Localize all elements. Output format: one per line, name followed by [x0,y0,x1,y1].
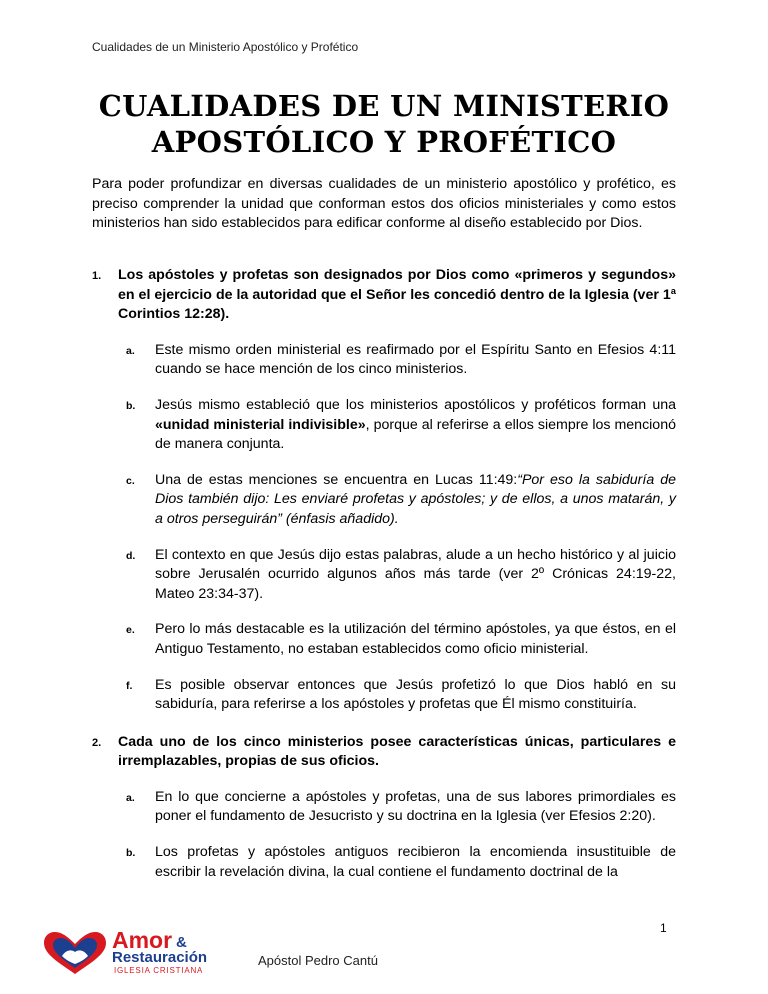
item-number: 2. [92,736,102,749]
sub-item-1c [126,471,676,530]
sub-text: El contexto en que Jesús dijo estas palabras, alude a un hecho histórico y al juicio sobre Jerusalén ocurrido algunos años más tarde (ver 2º Crónicas 24:19-22, Mateo 23:34-37). [155,546,676,602]
page-title [80,88,688,160]
sub-letter: e. [126,624,135,637]
sub-text-bold: «unidad ministerial indivisible» [155,416,366,433]
sub-text: Jesús mismo estableció que los ministerios apostólicos y proféticos forman una [155,396,676,413]
sub-text: Es posible observar entonces que Jesús profetizó lo que Dios habló en su sabiduría, para referirse a los apóstoles y profetas que Él mismo constituiría. [155,676,676,713]
sub-item-1e [126,620,676,659]
footer-author: Apóstol Pedro Cantú [258,953,378,968]
title-line-2: APOSTÓLICO Y PROFÉTICO [151,125,617,159]
sub-text: Este mismo orden ministerial es reafirmado por el Espíritu Santo en Efesios 4:11 cuando se hace mención de los cinco ministerios. [155,341,676,378]
sub-letter: b. [126,847,136,860]
intro-paragraph: Para poder profundizar en diversas cualidades de un ministerio apostólico y profético, es preciso comprender la unidad que conforman estos dos oficios ministeriales y como estos ministerios han sido establecidos para edificar conforme al diseño establecido por Dios. [92,176,676,232]
bible-quote: “Por eso la sabiduría de Dios también dijo: Les enviaré profetas y apóstoles; y de ellos, a unos matarán, y a otros perseguirán” (énfasis añadido). [155,471,676,527]
sub-letter: f. [126,679,133,692]
sub-letter: a. [126,791,135,804]
sub-item-1a [126,341,676,380]
main-list [92,266,676,882]
church-logo [40,928,240,978]
sub-item-1b [126,396,676,455]
sub-letter: d. [126,549,136,562]
list-item-1 [92,266,676,715]
list-item-2 [92,733,676,883]
sub-item-2b [126,843,676,882]
sub-text: Una de estas menciones se encuentra en Lucas 11:49: [155,471,518,488]
sub-letter: b. [126,399,136,412]
sub-text: Pero lo más destacable es la utilización del término apóstoles, ya que éstos, en el Antiguo Testamento, no estaban establecidos como oficio ministerial. [155,621,676,657]
sub-text: En lo que concierne a apóstoles y profetas, una de sus labores primordiales es poner el fundamento de Jesucristo y su doctrina en la Iglesia (ver Efesios 2:20). [155,788,676,825]
sub-text: , porque al referirse a ellos siempre los mencionó de manera conjunta. [155,416,676,453]
sub-item-2a [126,788,676,827]
running-header: Cualidades de un Ministerio Apostólico y Profético [92,40,359,54]
item-number: 1. [92,270,102,282]
heart-hands-logo-icon [40,930,110,976]
sub-list [118,788,676,882]
item-heading: Los apóstoles y profetas son designados por Dios como «primeros y segundos» en el ejercicio de la autoridad que el Señor les concedió dentro de la Iglesia (ver 1ª Corintios 12:28). [118,267,676,323]
sub-text: Los profetas y apóstoles antiguos recibieron la encomienda insustituible de escribir la revelación divina, la cual contiene el fundamento doctrinal de la [155,844,676,880]
item-heading: Cada uno de los cinco ministerios posee características únicas, particulares e irremplazables, propias de sus oficios. [118,733,676,770]
sub-letter: a. [126,344,135,357]
title-line-1: CUALIDADES DE UN MINISTERIO [98,89,670,123]
sub-item-1f [126,676,676,715]
logo-word-restauracion: Restauración [112,949,208,966]
logo-word-amor: Amor [112,927,173,953]
sub-letter: c. [126,474,135,487]
sub-list [118,341,676,715]
sub-item-1d [126,546,676,605]
logo-ampersand: & [176,934,187,951]
page-number: 1 [660,921,667,935]
logo-word-iglesia: IGLESIA CRISTIANA [114,966,204,975]
